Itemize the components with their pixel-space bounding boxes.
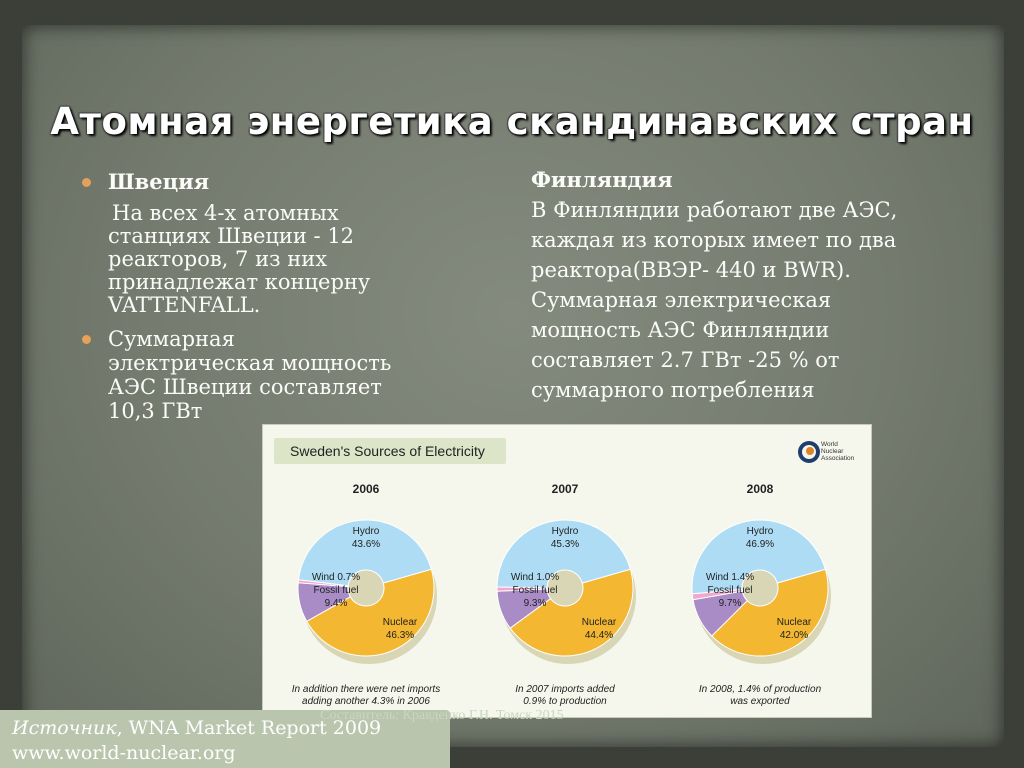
sweden-text: На всех 4-х атомных станциях Швеции - 12 реакторов, 7 из них принадлежат концерну VATTENFALL. [108,201,371,317]
finland-line: В Финляндии работают две АЭС, [531,198,898,222]
slice-value-fossil: 9.3% [523,598,547,609]
pie-year-label: 2008 [746,482,774,496]
slice-label-nuclear: Nuclear [776,617,812,628]
slice-label-hydro: Hydro [352,526,380,537]
slice-value-nuclear: 42.0% [779,630,809,641]
chart-title: Sweden's Sources of Electricity [274,438,506,464]
slice-value-fossil: 9.7% [718,598,742,609]
finland-heading: Финляндия [531,167,673,192]
pie-note: In addition there were net imports [291,684,441,695]
sweden-heading: Швеция [82,170,442,194]
finland-section [531,165,951,405]
finland-line: реактора(ВВЭР- 440 и BWR). [531,258,851,282]
slice-label-wind: Wind 1.0% [510,572,560,583]
slice-label-hydro: Hydro [551,526,579,537]
wna-logo-text: World Nuclear Association [821,441,855,462]
slice-value-nuclear: 44.4% [584,630,614,641]
finland-line: составляет 2.7 ГВт -25 % от [531,348,840,372]
slice-label-wind: Wind 0.7% [311,572,361,583]
pie-note: In 2008, 1.4% of production [698,684,822,695]
slice-label-wind: Wind 1.4% [705,572,755,583]
pie-year-label: 2007 [551,482,579,496]
slice-label-fossil: Fossil fuel [707,585,753,596]
pie-note: was exported [730,696,790,707]
finland-line: каждая из которых имеет по два [531,228,897,252]
slice-value-hydro: 45.3% [550,539,580,550]
slice-value-hydro: 43.6% [351,539,381,550]
slice-value-nuclear: 46.3% [385,630,415,641]
finland-line: суммарного потребления [531,378,815,402]
source-text: Источник, WNA Market Report 2009 www.world-nuclear.org [12,717,382,764]
finland-line: мощность АЭС Финляндии [531,318,830,342]
source-url: www.world-nuclear.org [12,742,236,764]
slice-value-hydro: 46.9% [745,539,775,550]
slice-label-fossil: Fossil fuel [512,585,558,596]
pie-note: adding another 4.3% in 2006 [302,696,430,707]
sweden-capacity: Суммарная электрическая мощность АЭС Швеции составляет 10,3 ГВт [82,327,442,423]
slice-value-fossil: 9.4% [324,598,348,609]
compiler-credit: Составитель: Кравденко Г.Н. Томск 2015 [320,708,564,723]
slide-title: Атомная энергетика скандинавских стран [50,100,974,143]
sweden-electricity-chart [262,424,872,718]
pie-note: 0.9% to production [523,696,607,707]
bullet-dot-icon [82,335,91,344]
slice-label-nuclear: Nuclear [581,617,617,628]
bullet-dot-icon [82,178,91,187]
pie-year-label: 2006 [352,482,380,496]
pie-charts [263,425,871,717]
slice-label-fossil: Fossil fuel [313,585,359,596]
slice-label-hydro: Hydro [746,526,774,537]
finland-line: Суммарная электрическая [531,288,832,312]
pie-note: In 2007 imports added [515,684,615,695]
slice-label-nuclear: Nuclear [382,617,418,628]
sweden-section [82,170,442,423]
